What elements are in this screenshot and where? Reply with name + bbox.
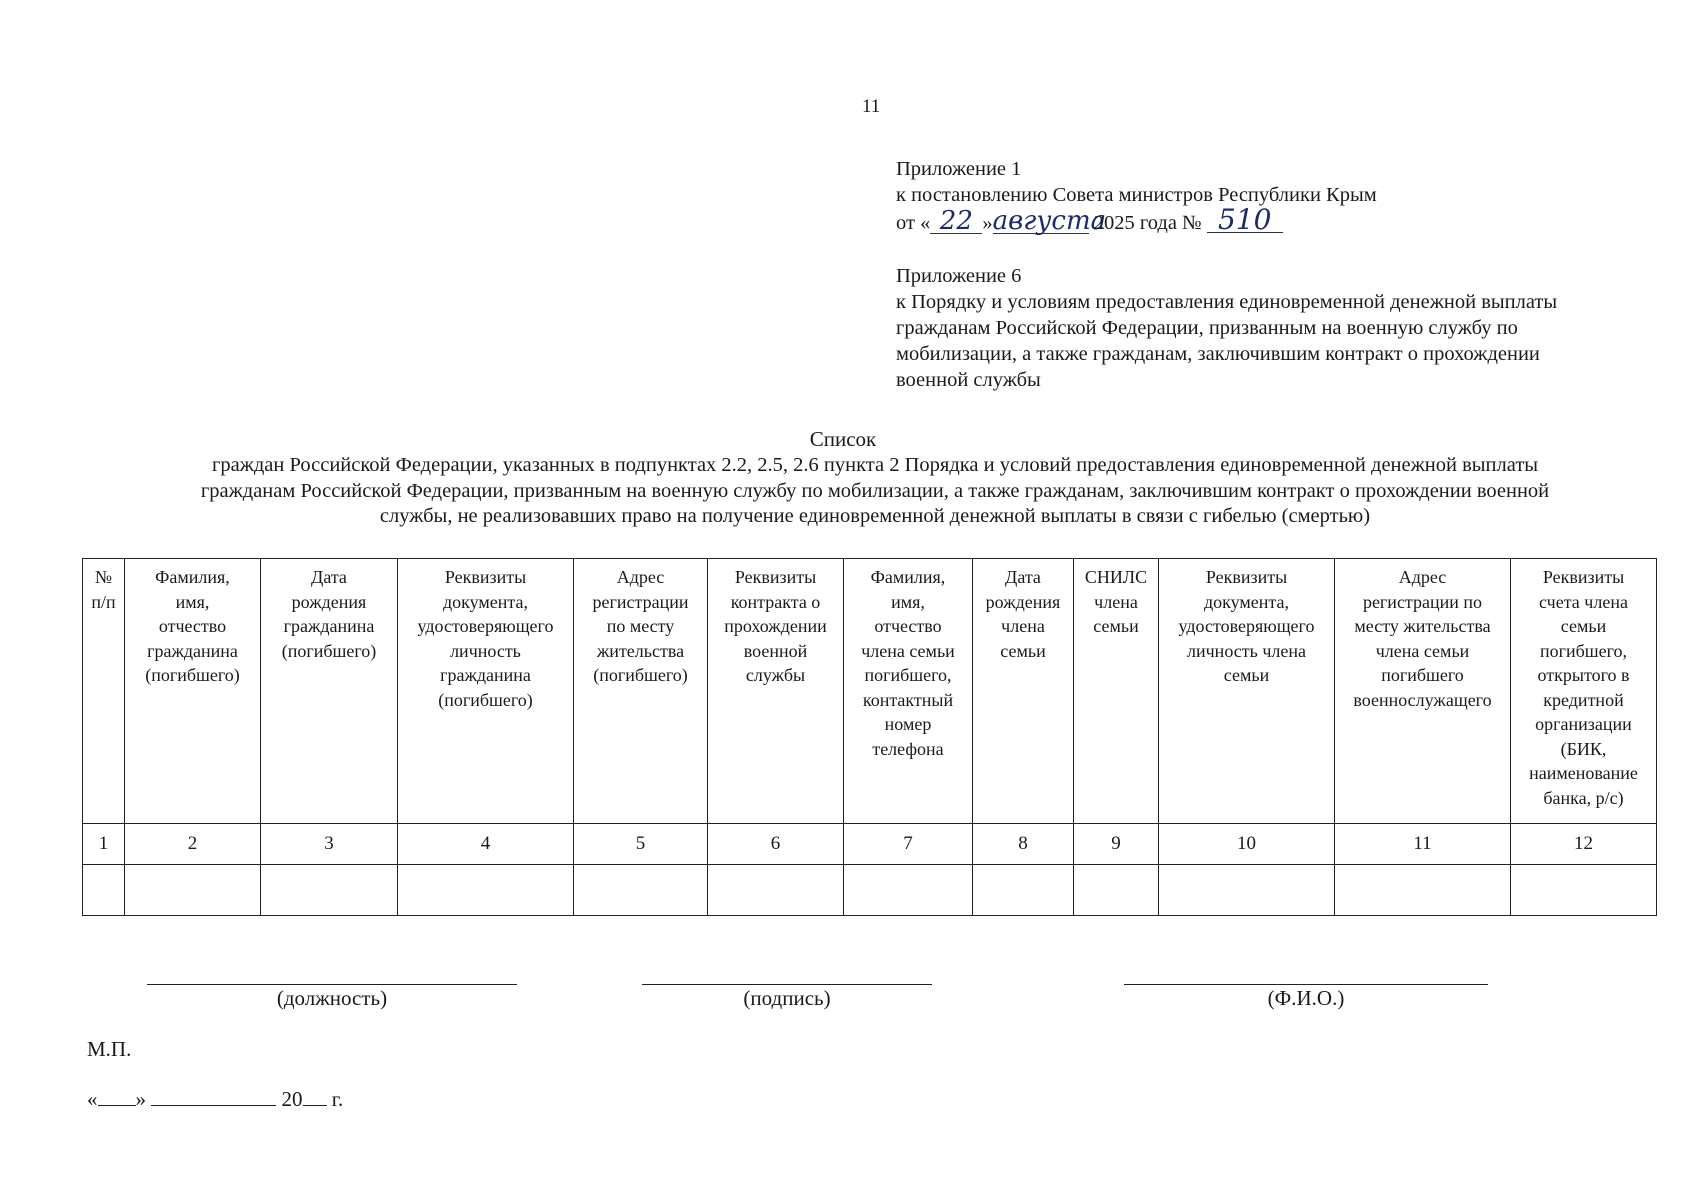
column-header-line: счета члена bbox=[1539, 591, 1628, 612]
column-header-line: документа, bbox=[1204, 591, 1289, 612]
date-close-quote: » bbox=[135, 1087, 146, 1111]
column-header-line: прохождении bbox=[724, 616, 827, 636]
list-subtitle-line: гражданам Российской Федерации, призванным на военную службу по мобилизации, а также гражданам, заключившим контракт о прохождении военной bbox=[200, 479, 1550, 502]
column-header-line: рождения bbox=[291, 591, 367, 612]
column-header bbox=[1159, 559, 1335, 824]
column-number: 12 bbox=[1511, 824, 1657, 865]
column-number: 5 bbox=[574, 824, 708, 865]
column-number: 9 bbox=[1074, 824, 1159, 865]
column-header bbox=[574, 559, 708, 824]
column-header-line: погибшего, bbox=[1539, 640, 1628, 661]
column-header-line: регистрации по bbox=[1362, 591, 1483, 612]
handwritten-resolution-number: 510 bbox=[1207, 208, 1283, 233]
empty-cell[interactable] bbox=[708, 865, 844, 916]
empty-cell[interactable] bbox=[398, 865, 574, 916]
year-blank bbox=[303, 1087, 327, 1106]
column-number: 3 bbox=[261, 824, 398, 865]
column-header-line: военнослужащего bbox=[1353, 689, 1492, 710]
column-header bbox=[1074, 559, 1159, 824]
appendix-6-line: к Порядку и условиям предоставления единовременной денежной выплаты bbox=[896, 291, 1558, 313]
column-header-line: (погибшего) bbox=[593, 665, 688, 685]
column-header-line: личность bbox=[450, 640, 521, 661]
column-header-line: имя, bbox=[891, 591, 925, 612]
column-header-line: семьи bbox=[1223, 665, 1270, 685]
date-open-quote: « bbox=[87, 1087, 98, 1111]
day-blank bbox=[98, 1087, 136, 1106]
column-number: 6 bbox=[708, 824, 844, 865]
column-header-line: кредитной bbox=[1543, 689, 1624, 710]
list-subtitle bbox=[95, 453, 1655, 530]
empty-cell[interactable] bbox=[1335, 865, 1511, 916]
column-header-line: рождения bbox=[985, 591, 1061, 612]
column-header-line: гражданина bbox=[147, 640, 238, 661]
column-header-line: Реквизиты bbox=[1542, 567, 1625, 587]
column-header-line: Дата bbox=[311, 567, 347, 587]
column-header-line: погибшего, bbox=[864, 665, 952, 685]
column-header-line: организации bbox=[1535, 714, 1632, 734]
column-header-line: Адрес bbox=[1398, 567, 1447, 587]
column-header-line: Реквизиты bbox=[444, 567, 527, 587]
year-text: 2025 года № bbox=[1093, 212, 1202, 234]
list-subtitle-line: службы, не реализовавших право на получение единовременной денежной выплаты в связи с гибелью (смертью) bbox=[379, 505, 1371, 527]
table-header-row bbox=[83, 559, 1657, 824]
column-header-line: погибшего bbox=[1381, 665, 1464, 685]
column-header-line: гражданина bbox=[283, 616, 375, 636]
column-header bbox=[398, 559, 574, 824]
appendix-6-line: гражданам Российской Федерации, призванным на военную службу по bbox=[896, 317, 1518, 339]
column-header-line: № bbox=[94, 567, 113, 587]
column-header-line: месту жительства bbox=[1354, 616, 1491, 636]
empty-cell[interactable] bbox=[973, 865, 1074, 916]
column-header-line: номер bbox=[884, 714, 932, 734]
column-header-line: Фамилия, bbox=[155, 567, 230, 587]
column-header-line: отчество bbox=[874, 616, 942, 636]
column-header-line: службы bbox=[745, 665, 806, 685]
column-header-line: банка, р/с) bbox=[1543, 787, 1624, 808]
appendix-1-reference: к постановлению Совета министров Республики Крым bbox=[896, 184, 1377, 206]
handwritten-day: 22 bbox=[930, 209, 982, 234]
column-header-line: военной bbox=[743, 640, 808, 661]
column-header-line: п/п bbox=[91, 591, 116, 612]
list-subtitle-line: граждан Российской Федерации, указанных в подпунктах 2.2, 2.5, 2.6 пункта 2 Порядка и условий предоставления единовременной денежной выплаты bbox=[211, 454, 1539, 476]
column-header-line: удостоверяющего bbox=[1178, 616, 1315, 636]
position-label: (должность) bbox=[276, 986, 388, 1010]
column-header-line: имя, bbox=[175, 591, 210, 612]
empty-cell[interactable] bbox=[1159, 865, 1335, 916]
column-header-line: Реквизиты bbox=[1205, 567, 1288, 587]
column-header-line: удостоверяющего bbox=[417, 616, 554, 636]
date-prefix: от « bbox=[896, 212, 931, 234]
date-fill-line bbox=[87, 1087, 343, 1112]
column-header-line: Адрес bbox=[616, 567, 665, 587]
column-header-line: контракта о bbox=[730, 591, 821, 612]
column-header-line: Дата bbox=[1005, 567, 1041, 587]
table-row bbox=[83, 865, 1657, 916]
column-header-line: гражданина bbox=[440, 665, 531, 685]
column-number: 7 bbox=[844, 824, 973, 865]
column-header-line: (БИК, bbox=[1560, 738, 1607, 759]
column-header-line: (погибшего) bbox=[438, 689, 533, 710]
name-label: (Ф.И.О.) bbox=[1267, 986, 1345, 1010]
column-header bbox=[125, 559, 261, 824]
month-blank bbox=[151, 1087, 276, 1106]
column-number: 2 bbox=[125, 824, 261, 865]
stamp-place-label: М.П. bbox=[87, 1037, 132, 1061]
column-header-line: Реквизиты bbox=[734, 567, 817, 587]
column-header-line: члена семьи bbox=[861, 640, 955, 661]
column-header-line: контактный bbox=[862, 689, 954, 710]
position-signature-line bbox=[147, 984, 517, 985]
column-header-line: телефона bbox=[872, 738, 944, 759]
column-header-line: семьи bbox=[1093, 616, 1139, 636]
appendix-6-title: Приложение 6 bbox=[896, 265, 1022, 287]
column-header-line: члена bbox=[1001, 616, 1045, 636]
column-header bbox=[261, 559, 398, 824]
column-header-line: (погибшего) bbox=[281, 640, 377, 661]
page-number: 11 bbox=[862, 96, 881, 117]
column-number: 10 bbox=[1159, 824, 1335, 865]
column-header-line: члена семьи bbox=[1375, 640, 1470, 661]
column-header bbox=[1511, 559, 1657, 824]
empty-cell[interactable] bbox=[844, 865, 973, 916]
column-number: 8 bbox=[973, 824, 1074, 865]
appendix-1-title: Приложение 1 bbox=[896, 158, 1022, 180]
column-header bbox=[1335, 559, 1511, 824]
name-signature-line bbox=[1124, 984, 1488, 985]
empty-cell[interactable] bbox=[574, 865, 708, 916]
empty-cell[interactable] bbox=[1511, 865, 1657, 916]
signature-line bbox=[642, 984, 932, 985]
column-header-line: наименование bbox=[1529, 763, 1638, 783]
signature-label: (подпись) bbox=[743, 986, 831, 1010]
column-header-line: по месту bbox=[606, 616, 675, 636]
column-header bbox=[973, 559, 1074, 824]
appendix-6-line: мобилизации, а также гражданам, заключившим контракт о прохождении bbox=[896, 343, 1540, 365]
column-header-line: документа, bbox=[443, 591, 528, 612]
column-header-line: открытого в bbox=[1537, 665, 1630, 685]
appendix-6-line: военной службы bbox=[896, 369, 1041, 391]
citizens-registry-table bbox=[82, 558, 1657, 916]
appendix-6-block bbox=[896, 263, 1656, 393]
column-header bbox=[708, 559, 844, 824]
column-number: 4 bbox=[398, 824, 574, 865]
column-header-line: регистрации bbox=[592, 591, 689, 612]
empty-cell[interactable] bbox=[261, 865, 398, 916]
column-header-line: жительства bbox=[596, 640, 685, 661]
column-header bbox=[844, 559, 973, 824]
appendix-1-date-line bbox=[896, 203, 1377, 236]
column-header-line: (погибшего) bbox=[145, 665, 240, 685]
column-header-line: семьи bbox=[1000, 640, 1046, 661]
empty-cell[interactable] bbox=[83, 865, 125, 916]
year-suffix: г. bbox=[331, 1087, 344, 1111]
empty-cell[interactable] bbox=[1074, 865, 1159, 916]
handwritten-month: августа bbox=[992, 206, 1107, 236]
column-header-line: отчество bbox=[158, 616, 227, 636]
column-header-line: СНИЛС bbox=[1084, 567, 1148, 587]
date-quote-close: » bbox=[982, 212, 993, 234]
empty-cell[interactable] bbox=[125, 865, 261, 916]
column-header-line: члена bbox=[1094, 591, 1138, 612]
list-title: Список bbox=[809, 427, 877, 451]
column-header bbox=[83, 559, 125, 824]
column-number-row bbox=[83, 824, 1657, 865]
year-prefix: 20 bbox=[281, 1087, 303, 1111]
column-header-line: Фамилия, bbox=[870, 567, 946, 587]
column-number: 1 bbox=[83, 824, 125, 865]
column-header-line: семьи bbox=[1560, 616, 1607, 636]
appendix-1-block bbox=[896, 156, 1377, 236]
column-header-line: личность члена bbox=[1187, 640, 1306, 661]
column-number: 11 bbox=[1335, 824, 1511, 865]
